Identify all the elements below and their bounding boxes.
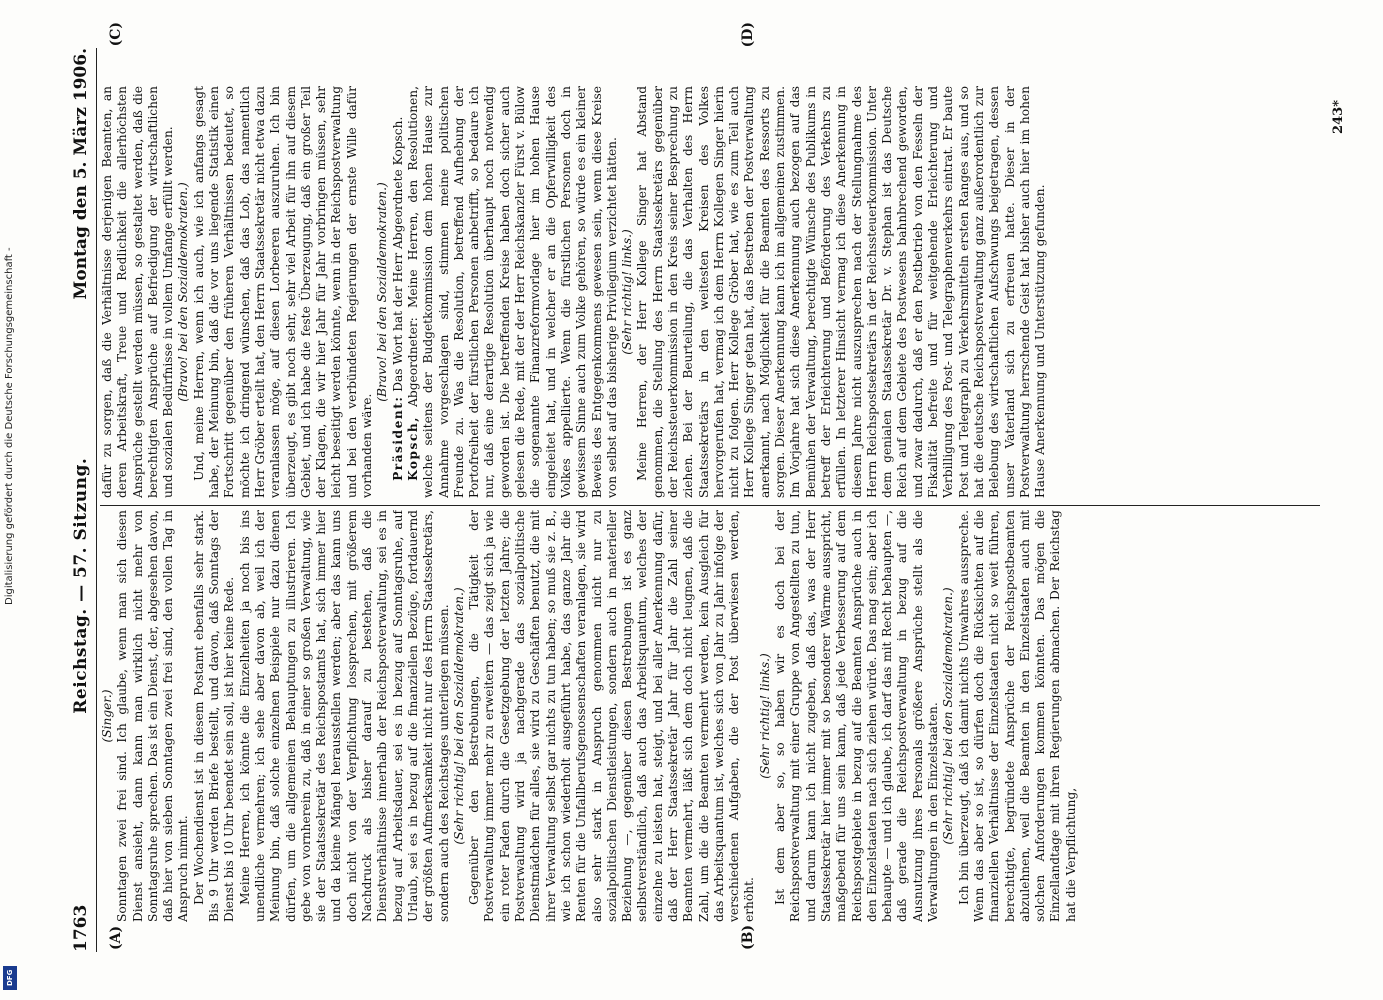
paragraph-text: (Bravo! bei den Sozialdemokraten.) — [176, 182, 191, 402]
paragraph — [115, 510, 191, 922]
paragraph-text: Abgeordneter: Meine Herren, den Resolutionen, welche seitens der Budgetkommission dem hohen Hause zur Annahme vorgeschlagen sind, stimmen meine politischen Freunde zu. Was die Resolution, betreffend Aufhebung der Portofreiheit der fürstlichen Personen anbetrifft, so bedaure ich nur, daß eine derartige Resolution überhaupt noch notwendig geworden ist. Die betreffenden Kreise haben doch sicher auch gelesen die Rede, mit der der Herr Reichskanzler Fürst v. Bülow die sogenannte Finanzreformvorlage hier im hohen Hause eingeleitet hat, und in welcher er an die Opferwilligkeit des Volkes appellierte. Wenn die fürstlichen Personen doch in gewissem Sinne auch zum Volke gehören, so würde es ein kleiner Beweis des Entgegenkommens gewesen sein, wenn diese Kreise von selbst auf das bisherige Privilegium verzichtet hätten. — [405, 86, 619, 498]
paragraph-text: Meine Herren, ich könnte die Einzelheiten ja noch bis ins unendliche vermehren; ich sehe aber davon ab, weil ich der Meinung bin, daß solche einzelnen Beispiele nur dazu dienen dürfen, um die allgemeinen Behauptungen zu illustrieren. Ich gebe von vornherein zu, daß in einer so großen Verwaltung, wie sie der Staatssekretär des Reichspostamts hat, sich immer hier und da kleine Mängel herausstellen werden; aber das kann uns doch nicht von der Verpflichtung lossprechen, mit größerem Nachdruck als bisher darauf zu bestehen, daß die Dienstverhältnisse innerhalb der Reichspostverwaltung, sei es in bezug auf Arbeitsdauer, sei es in bezug auf Sonntagsruhe, auf Urlaub, sei es in bezug auf die finanziellen Bezüge, fortdauernd der größten Aufmerksamkeit nicht nur des Herrn Staatssekretärs, sondern auch des Reichstages unterliegen müssen. — [237, 510, 451, 922]
paragraph — [773, 510, 941, 922]
paragraph — [635, 86, 1048, 498]
paragraph-text: Sonntagen zwei frei sind. Ich glaube, wenn man sich diesen Dienst ansieht, dann kann man wirklich nicht mehr von Sonntagsruhe sprechen. Das ist ein Dienst, der, abgesehen davon, daß hier von sieben Sonntagen zwei frei sind, den vollen Tag in Anspruch nimmt. — [115, 510, 191, 922]
paragraph-text: Der Wochendienst ist in diesem Postamt ebenfalls sehr stark. Bis 9 Uhr werden Briefe bestellt, und davon, daß Sonntags der Dienst bis 10 Uhr beendet sein soll, ist hier keine Rede. — [191, 510, 237, 922]
page-header — [68, 48, 94, 952]
speaker-name: Kopsch, — [405, 416, 420, 481]
stage-direction — [620, 86, 635, 498]
stage-direction — [176, 86, 191, 498]
speaker-name: Präsident: — [390, 395, 405, 481]
paragraph-text: dafür zu sorgen, daß die Verhältnisse derjenigen Beamten, an deren Arbeitskraft, Treue und Redlichkeit die allerhöchsten Ansprüche gestellt werden müssen, so gestaltet werden, daß die berechtigten Ansprüche auf Befriedigung der wirtschaftlichen und sozialen Bedürfnisse in vollem Umfange erfüllt werden. — [100, 86, 176, 498]
paragraph — [391, 86, 406, 498]
marker-b: (B) — [740, 924, 756, 950]
paragraph-text: (Bravo! bei den Sozialdemokraten.) — [375, 182, 390, 402]
paragraph — [406, 86, 620, 498]
paragraph-text: Das Wort hat der Herr Abgeordnete Kopsch. — [390, 116, 405, 396]
paragraph — [192, 510, 238, 922]
paragraph-text: Ich bin überzeugt, daß ich damit nichts Unwahres ausspreche. Wenn das aber so ist, so dürfen doch die Rücksichten auf die finanziellen Verhältnisse der Einzelstaaten nicht so weit führen, berechtigte, begründete Ansprüche der Reichspostbeamten abzulehnen, weil die Beamten in den Einzelstaaten auch mit solchen Anforderungen kommen könnten. Das mögen die Einzellandtage mit ihren Regierungen abmachen. Der Reichstag hat die Verpflichtung, — [956, 510, 1078, 922]
marker-d: (D) — [740, 22, 756, 48]
paragraph — [100, 86, 176, 498]
session-date: Montag den 5. März 1906. — [71, 48, 91, 300]
paragraph-text: Und, meine Herren, wenn ich auch, wie ich anfangs gesagt habe, der Meinung bin, daß die vor uns liegende Statistik einen Fortschritt gegenüber den früheren Verhältnissen bedeutet, so möchte ich dringend wünschen, daß das Lob, das namentlich Herr Gröber erteilt hat, den Herrn Staatssekretär nicht etwa dazu veranlassen möge, auf diesen Lorbeeren auszuruhen. Ich bin überzeugt, es gibt noch sehr, sehr viel Arbeit für ihn auf diesem Gebiet, und ich habe die feste Überzeugung, daß ein großer Teil der Klagen, die wir hier Jahr für Jahr vorbringen müssen, sehr leicht beseitigt werden könnte, wenn in der Reichspostverwaltung und bei den verbündeten Regierungen der ernste Wille dafür vorhanden wäre. — [191, 86, 375, 498]
right-column — [100, 86, 1334, 498]
stage-direction — [375, 86, 390, 498]
sheet-number: 243* — [1331, 100, 1346, 134]
paragraph-text: Gegenüber den Bestrebungen, die Tätigkeit der Postverwaltung immer mehr zu erweitern — das zeigt sich ja wie ein roter Faden durch die Gesetzgebung der letzten Jahre; die Postverwaltung wird ja nachgerade das sozialpolitische Dienstmädchen für alles, sie wird zu Geschäften benutzt, die mit ihrer Verwaltung selbst gar nichts zu tun haben; so muß sie z. B., wie ich schon wiederholt ausgeführt habe, das ganze Jahr die Renten für die Unfallberufsgenossenschaften veranlagen, sie wird also sehr stark in Anspruch genommen nicht nur zu sozialpolitischen Dienstleistungen, sondern auch in materieller Beziehung —, gegenüber diesen Bestrebungen ist es ganz selbstverständlich, daß auch das Arbeitsquantum, welches der einzelne zu leisten hat, steigt, und bei aller Anerkennung dafür, daß der Herr Staatssekretär Jahr für Jahr die Zahl seiner Beamten vermehrt, läßt sich dem doch nicht leugnen, daß die Zahl, um die die Beamten vermehrt werden, kein Ausgleich für das Arbeitsquantum ist, welches sich von Jahr zu Jahr infolge der verschiedenen Aufgaben, die der Post überwiesen werden, erhöht. — [467, 510, 757, 922]
paragraph — [192, 86, 376, 498]
stage-direction — [941, 510, 956, 922]
stage-direction — [100, 510, 115, 922]
paragraph-text: (Sehr richtig! links.) — [757, 653, 772, 779]
page-title: Reichstag. — 57. Sitzung. — [71, 457, 91, 714]
paragraph-text: (Sehr richtig! bei den Sozialdemokraten.) — [941, 587, 956, 845]
paragraph-text: Meine Herren, der Herr Kollege Singer hat Abstand genommen, die Stellung des Herrn Staatssekretärs gegenüber der Reichssteuerkommission in den Kreis seiner Besprechung zu ziehen. Bei der Beurteilung, die das Verhalten des Herrn Staatssekretärs in den weitesten Kreisen des Volkes hervorgerufen hat, vermag ich dem Herrn Kollegen Singer hierin nicht zu folgen. Herr Kollege Gröber hat, wie es zum Teil auch Herr Kollege Singer getan hat, das Bestreben der Postverwaltung anerkannt, nach Möglichkeit für die Beamten des Ressorts zu sorgen. Dieser Anerkennung kann ich im allgemeinen zustimmen. Im Vorjahre hat sich diese Anerkennung auch bezogen auf das Bemühen der Verwaltung, berechtigte Wünsche des Publikums in betreff der Erleichterung und Beförderung des Verkehrs zu erfüllen. In letzterer Hinsicht vermag ich diese Anerkennung in diesem Jahre nicht auszusprechen nach der Stellungnahme des Herrn Reichspostsekretärs in der Reichssteuerkommission. Unter dem genialen Staatssekretär Dr. v. Stephan ist das Deutsche Reich auf dem Gebiete des Postwesens bahnbrechend geworden, und zwar dadurch, daß er den Postbetrieb von den Fesseln der Fiskalität befreite und für weitgehende Erleichterung und Verbilligung des Post- und Telegraphenverkehrs eintrat. Er baute Post und Telegraph zu Verkehrsmitteln ersten Ranges aus, und so hat die deutsche Reichspostverwaltung ganz außerordentlich zur Belebung des wirtschaftlichen Aufschwungs beigetragen, dessen unser Vaterland sich zu erfreuen hatte. Dieser in der Postverwaltung herrschende Geist hat bisher auch hier im hohen Hause Anerkennung und Unterstützung gefunden. — [635, 86, 1048, 498]
newspaper-page — [50, 20, 1350, 980]
digitization-note: Digitalisierung gefördert durch die Deutsche Forschungsgemeinschaft - — [4, 247, 15, 605]
paragraph-text: (Sehr richtig! links.) — [620, 229, 635, 355]
left-column — [100, 510, 1334, 922]
page-number: 1763 — [71, 904, 91, 952]
header-rule — [96, 48, 97, 952]
paragraph-text: (Sehr richtig! bei den Sozialdemokraten.) — [451, 587, 466, 845]
paragraph-text: (Singer.) — [100, 689, 114, 743]
marker-c: (C) — [108, 22, 124, 47]
paragraph — [957, 510, 1079, 922]
marker-a: (A) — [108, 925, 124, 950]
paragraph — [467, 510, 758, 922]
paragraph-text: Ist dem aber so, so haben wir es doch bei der Reichspostverwaltung mit einer Gruppe von Angestellten zu tun, und darum kann ich nicht zugeben, daß das, was der Herr Staatssekretär hier immer mit so besonderer Wärme ausspricht, maßgebend für uns sein kann, daß jede Verbesserung auf dem Reichspostgebiete in bezug auf die Beamten Ansprüche auch in den Einzelstaaten nach sich ziehen würde. Das mag sein; aber ich behaupte — und ich glaube, ich darf das mit Recht behaupten —, daß gerade die Reichspostverwaltung in bezug auf die Ausnutzung ihres Personals größere Ansprüche stellt als die Verwaltungen in den Einzelstaaten. — [773, 510, 941, 922]
stage-direction — [452, 510, 467, 922]
paragraph — [238, 510, 452, 922]
stage-direction — [758, 510, 773, 922]
column-divider — [100, 505, 1320, 506]
dfg-logo: DFG — [3, 966, 17, 990]
